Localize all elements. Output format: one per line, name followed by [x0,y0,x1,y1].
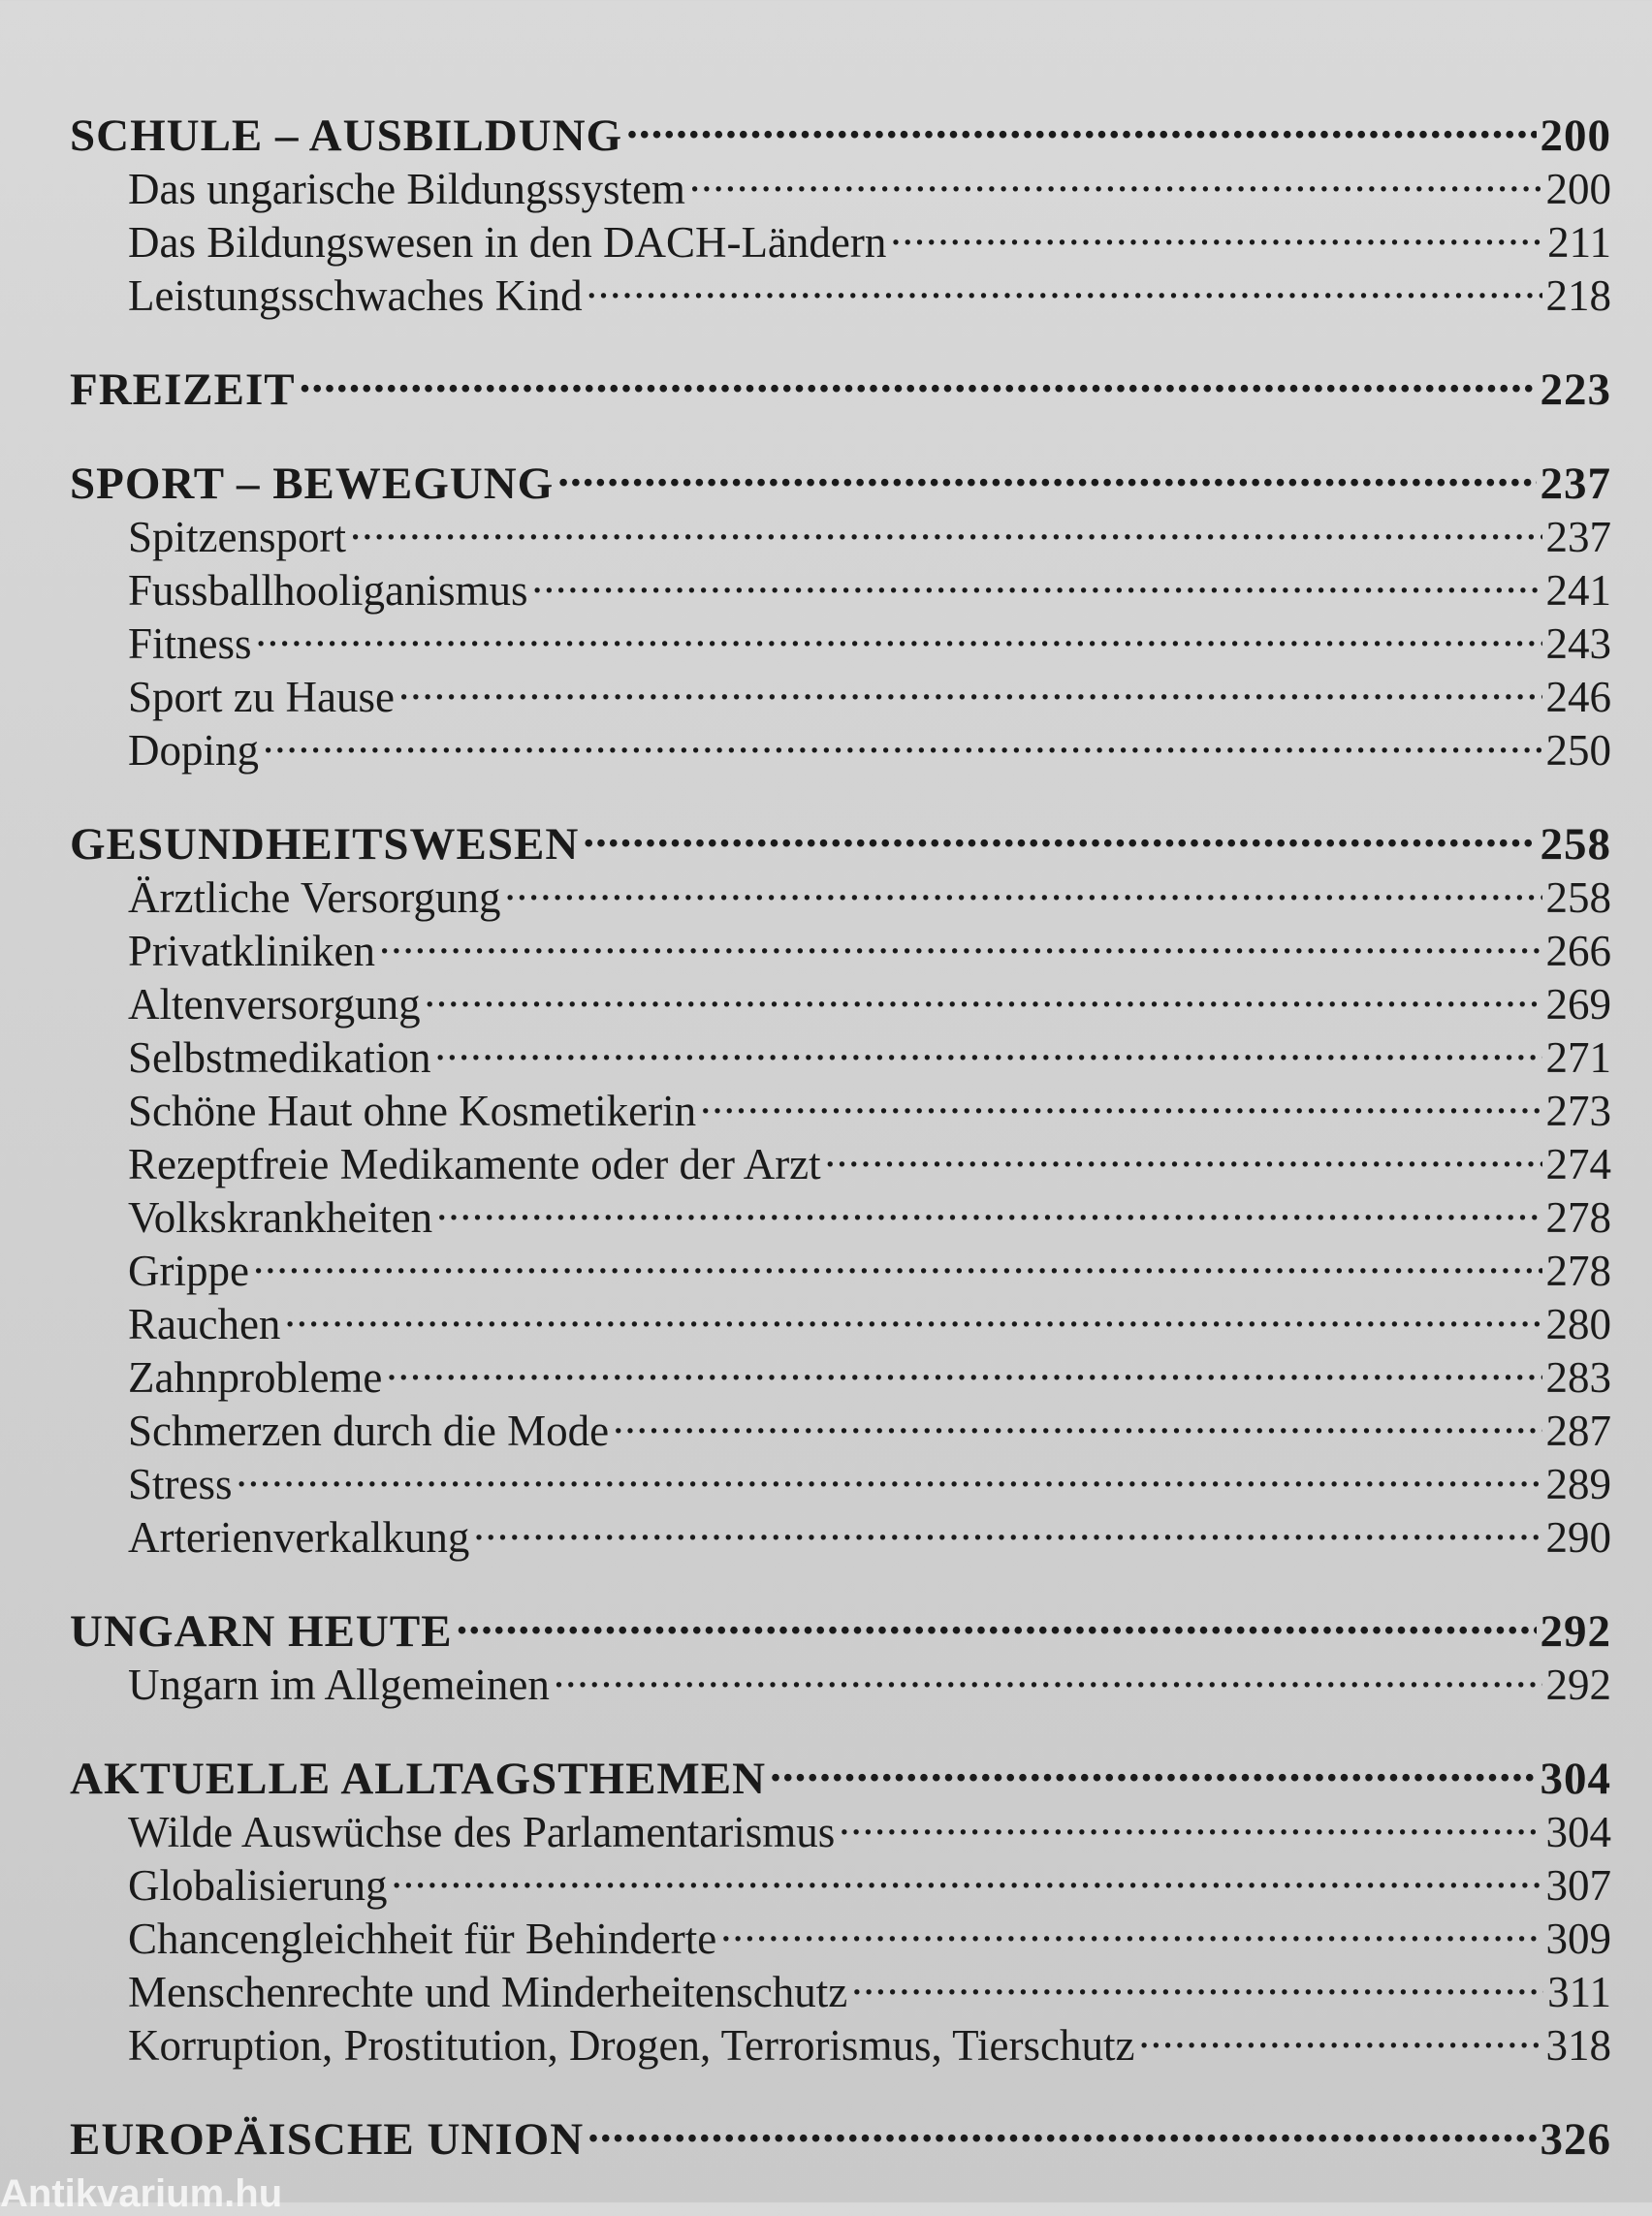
section-heading-title: SCHULE – AUSBILDUNG [70,111,623,161]
section-heading [70,351,1611,415]
toc-entry-title: Menschenrechte und Minderheitenschutz [128,1968,848,2016]
dot-leader [425,966,1542,1019]
dot-leader [588,2101,1536,2154]
toc-entry-title: Selbstmedikation [128,1033,431,1082]
toc-entry-title: Grippe [128,1247,249,1295]
dot-leader [557,445,1536,498]
toc-entry-page-number: 309 [1545,1915,1611,1963]
toc-entry-page-number: 243 [1545,619,1611,668]
watermark-text: Antikvarium.hu [0,2172,283,2215]
dot-leader [890,204,1543,257]
toc-entry-title: Privatkliniken [128,927,375,975]
section-heading-title: SPORT – BEWEGUNG [70,459,555,509]
toc-entry-title: Schmerzen durch die Mode [128,1407,610,1455]
toc-entry-title: Globalisierung [128,1861,388,1910]
toc-entry-title: Doping [128,726,259,775]
dot-leader [256,605,1542,658]
toc-entry-page-number: 292 [1545,1661,1611,1709]
toc-section [70,806,1611,1562]
toc-entry-page-number: 318 [1545,2021,1611,2070]
section-heading-page-number: 258 [1540,819,1611,870]
section-heading-page-number: 237 [1540,459,1611,509]
section-heading-page-number: 292 [1540,1606,1611,1657]
toc-entry-title: Korruption, Prostitution, Drogen, Terrorismus, Tierschutz [128,2021,1135,2070]
section-heading-page-number: 223 [1540,364,1611,415]
dot-leader [237,1445,1542,1499]
dot-leader [434,1019,1541,1072]
toc-entry-page-number: 287 [1545,1407,1611,1455]
toc-entry-page-number: 250 [1545,726,1611,775]
toc-entry-title: Leistungsschwaches Kind [128,271,583,320]
toc-entry-page-number: 269 [1545,980,1611,1029]
toc-entry-page-number: 266 [1545,927,1611,975]
toc-entry [70,658,1611,721]
toc-entry-title: Chancengleichheit für Behinderte [128,1915,717,1963]
section-heading-page-number: 326 [1540,2114,1611,2165]
section-heading-title: AKTUELLE ALLTAGSTHEMEN [70,1754,767,1804]
toc-entry-title: Ungarn im Allgemeinen [128,1661,550,1709]
section-heading [70,445,1611,509]
dot-leader [284,1285,1541,1339]
toc-entry-page-number: 246 [1545,673,1611,721]
toc-entry-page-number: 218 [1545,271,1611,320]
toc-entry-page-number: 273 [1545,1087,1611,1135]
dot-leader [436,1179,1541,1232]
toc-section [70,1593,1611,1709]
toc-entry-title: Arterienverkalkung [128,1513,470,1562]
toc-section [70,2101,1611,2165]
dot-leader [350,498,1542,552]
dot-leader [473,1499,1541,1552]
toc-entry-page-number: 289 [1545,1460,1611,1508]
toc-entry [70,1285,1611,1348]
section-heading-title: EUROPÄISCHE UNION [70,2114,585,2165]
dot-leader [851,1953,1543,2007]
toc-entry [70,712,1611,775]
dot-leader [1138,2007,1541,2060]
dot-leader [253,1232,1542,1285]
toc-entry-page-number: 304 [1545,1808,1611,1856]
toc-entry [70,1232,1611,1295]
toc-entry-title: Das ungarische Bildungssystem [128,165,685,213]
toc-entry-page-number: 290 [1545,1513,1611,1562]
toc-entry-page-number: 271 [1545,1033,1611,1082]
toc-section [70,1740,1611,2070]
toc-entry-title: Rezeptfreie Medikamente oder der Arzt [128,1140,821,1188]
section-heading-title: FREIZEIT [70,364,296,415]
toc-entry [70,1339,1611,1402]
section-heading [70,1740,1611,1804]
toc-section [70,445,1611,775]
toc-entry-page-number: 278 [1545,1193,1611,1242]
toc-entry-page-number: 200 [1545,165,1611,213]
toc-entry-page-number: 258 [1545,873,1611,922]
toc-entry-title: Spitzensport [128,513,346,561]
toc-entry-title: Altenversorgung [128,980,421,1029]
dot-leader [505,859,1542,912]
section-heading [70,97,1611,161]
toc-section [70,351,1611,415]
dot-leader [689,150,1542,204]
toc-entry-title: Rauchen [128,1300,281,1348]
dot-leader [613,1392,1541,1445]
section-heading [70,1593,1611,1657]
dot-leader [263,712,1542,765]
toc-entry-page-number: 241 [1545,566,1611,615]
dot-leader [825,1125,1542,1179]
toc-entry-title: Volkskrankheiten [128,1193,433,1242]
dot-leader [626,97,1536,150]
toc-entry-title: Stress [128,1460,233,1508]
toc-entry-page-number: 211 [1547,218,1611,267]
toc-entry [70,605,1611,668]
toc-entry-page-number: 280 [1545,1300,1611,1348]
dot-leader [700,1072,1541,1125]
dot-leader [379,912,1542,966]
dot-leader [554,1646,1542,1699]
toc-entry-page-number: 311 [1547,1968,1611,2016]
toc-entry-title: Das Bildungswesen in den DACH-Ländern [128,218,887,267]
toc-entry-title: Schöne Haut ohne Kosmetikerin [128,1087,697,1135]
toc-entry-title: Wilde Auswüchse des Parlamentarismus [128,1808,836,1856]
dot-leader [386,1339,1541,1392]
section-heading-title: UNGARN HEUTE [70,1606,453,1657]
dot-leader [457,1593,1537,1646]
dot-leader [300,351,1537,404]
toc-entry-title: Zahnprobleme [128,1353,383,1402]
table-of-contents [70,97,1611,2195]
dot-leader [839,1793,1541,1847]
toc-entry [70,1499,1611,1562]
toc-entry-page-number: 278 [1545,1247,1611,1295]
section-heading [70,806,1611,870]
dot-leader [391,1847,1541,1900]
toc-section [70,97,1611,320]
section-heading-title: GESUNDHEITSWESEN [70,819,580,870]
toc-entry-page-number: 283 [1545,1353,1611,1402]
toc-entry-page-number: 274 [1545,1140,1611,1188]
dot-leader [583,806,1536,859]
section-heading-page-number: 304 [1540,1754,1611,1804]
toc-entry [70,1445,1611,1508]
section-heading [70,2101,1611,2165]
dot-leader [720,1900,1541,1953]
toc-entry-title: Fussballhooliganismus [128,566,528,615]
dot-leader [532,552,1542,605]
toc-entry-title: Fitness [128,619,252,668]
toc-entry-page-number: 307 [1545,1861,1611,1910]
dot-leader [398,658,1542,712]
dot-leader [587,257,1542,310]
toc-entry-title: Ärztliche Versorgung [128,873,501,922]
dot-leader [770,1740,1536,1793]
section-heading-page-number: 200 [1540,111,1611,161]
toc-entry-page-number: 237 [1545,513,1611,561]
toc-entry-title: Sport zu Hause [128,673,395,721]
